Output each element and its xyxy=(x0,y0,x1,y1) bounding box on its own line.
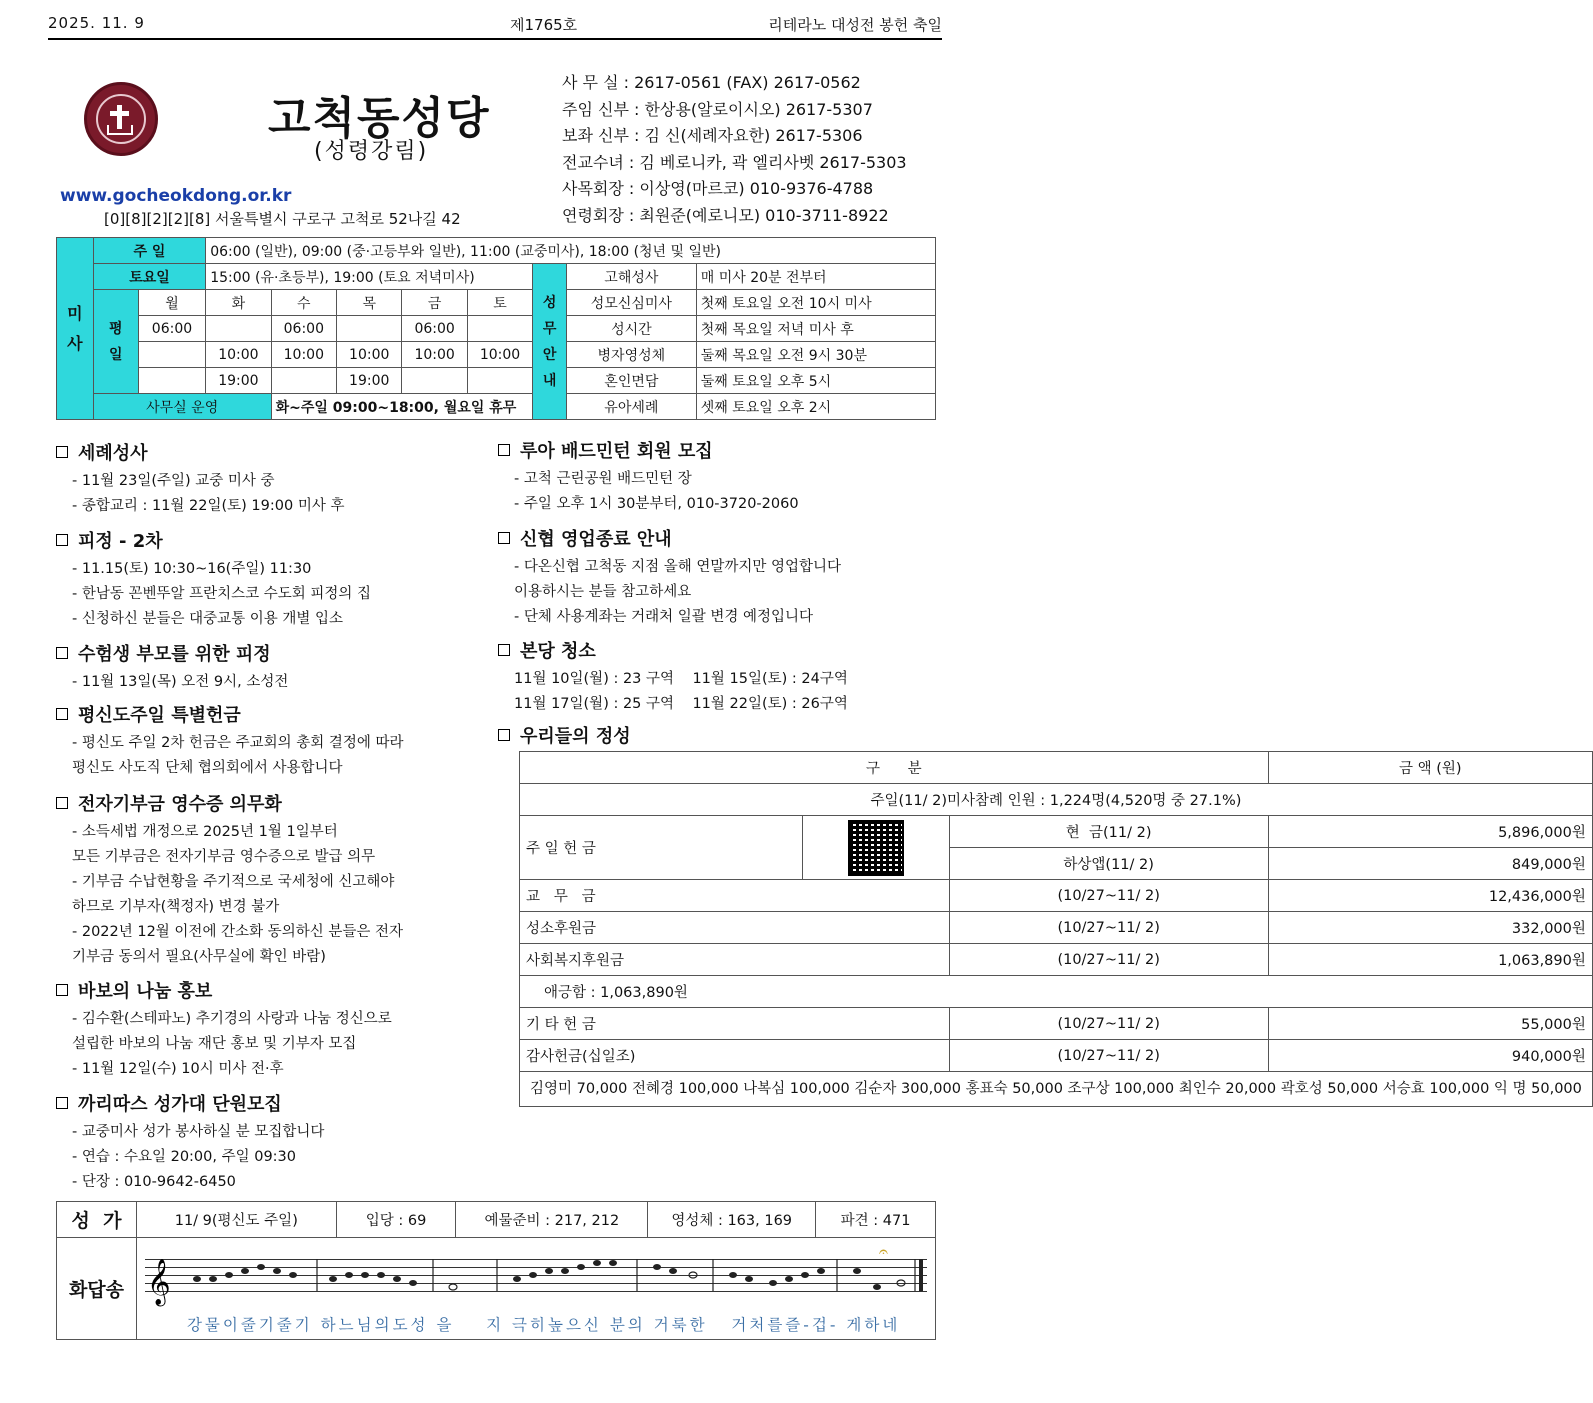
fin-row-period: (10/27~11/ 2) xyxy=(949,1040,1268,1072)
notice-line: 평신도 사도직 단체 협의회에서 사용합니다 xyxy=(72,760,343,776)
notice-line: - 기부금 수납현황을 주기적으로 국세청에 신고해야 xyxy=(72,874,395,890)
weekday-cell: 06:00 xyxy=(271,316,336,342)
day-mon: 월 xyxy=(138,290,205,316)
notice-line: - 2022년 12월 이전에 간소화 동의하신 분들은 전자 xyxy=(72,924,403,940)
sacrament-name: 성시간 xyxy=(566,316,696,342)
weekday-cell xyxy=(206,316,271,342)
parish-seal-icon xyxy=(84,82,158,156)
notice-e-receipt xyxy=(56,790,403,970)
notice-title: 수험생 부모를 위한 피정 xyxy=(78,644,271,665)
notice-title: 루아 배드민턴 회원 모집 xyxy=(520,441,713,462)
church-subtitle: (성령강림) xyxy=(314,139,429,164)
notice-line: - 단체 사용계좌는 거래처 일괄 변경 예정입니다 xyxy=(514,609,814,625)
notice-line: - 11월 12일(수) 10시 미사 전·후 xyxy=(72,1061,284,1077)
weekday-cell xyxy=(271,368,336,394)
notice-title: 전자기부금 영수증 의무화 xyxy=(78,794,282,815)
sacrament-time: 첫째 목요일 저녁 미사 후 xyxy=(696,316,935,342)
mass-schedule-table xyxy=(56,237,936,420)
finance-heading xyxy=(498,722,631,752)
notice-line: - 평신도 주일 2차 헌금은 주교회의 총회 결정에 따라 xyxy=(72,735,404,751)
fin-row-amount: 55,000원 xyxy=(1268,1008,1592,1040)
sacrament-time: 첫째 토요일 오전 10시 미사 xyxy=(696,290,935,316)
offering-table xyxy=(519,751,1593,1107)
svg-text:𝄐: 𝄐 xyxy=(878,1241,888,1261)
fin-row-amount: 1,063,890원 xyxy=(1268,944,1592,976)
fin-row-amount: 12,436,000원 xyxy=(1268,880,1592,912)
notice-title: 피정 - 2차 xyxy=(78,531,163,552)
fin-row-name: 사회복지후원금 xyxy=(520,944,950,976)
weekday-cell xyxy=(402,368,467,394)
sacrament-name: 유아세례 xyxy=(566,394,696,420)
fin-row-period: (10/27~11/ 2) xyxy=(949,912,1268,944)
weekday-cell: 19:00 xyxy=(337,368,402,394)
notice-line: - 연습 : 수요일 20:00, 주일 09:30 xyxy=(72,1149,297,1165)
fin-row-name: 감사헌금(십일조) xyxy=(520,1040,950,1072)
fin-row-name: 성소후원금 xyxy=(520,912,950,944)
issue-number: 제1765호 xyxy=(510,16,578,34)
app-amount: 849,000원 xyxy=(1268,848,1592,880)
sacrament-name: 고해성사 xyxy=(566,264,696,290)
day-tue: 화 xyxy=(206,290,271,316)
header-divider xyxy=(48,38,942,40)
notice-line: - 주일 오후 1시 30분부터, 010-3720-2060 xyxy=(514,496,799,512)
weekday-cell: 19:00 xyxy=(206,368,271,394)
notice-line: 이용하시는 분들 참고하세요 xyxy=(514,584,692,600)
header-top xyxy=(48,14,942,38)
fin-row-period: (10/27~11/ 2) xyxy=(949,880,1268,912)
sacrament-time: 둘째 토요일 오후 5시 xyxy=(696,368,935,394)
svg-text:𝄞: 𝄞 xyxy=(146,1258,171,1305)
notice-laity-collection xyxy=(56,701,403,781)
notice-line: 하므로 기부자(책정자) 변경 불가 xyxy=(72,899,280,915)
qr-code-icon[interactable] xyxy=(803,816,950,880)
notice-line: 11월 10일(월) : 23 구역 11월 15일(토) : 24구역 xyxy=(514,671,848,687)
notice-line: - 11.15(토) 10:30~16(주일) 11:30 xyxy=(72,561,312,577)
sacrament-name: 성모신심미사 xyxy=(566,290,696,316)
finance-title: 우리들의 정성 xyxy=(520,726,631,747)
donor-list: 김영미 70,000 전혜경 100,000 나복심 100,000 김순자 300,000 홍표숙 50,000 조구상 100,000 최인수 20,000 곽호성 50,000 서승효 100,000 익 명 50,000 xyxy=(520,1072,1593,1107)
notice-title: 세례성사 xyxy=(78,443,148,464)
notice-line: 기부금 동의서 필요(사무실에 확인 바람) xyxy=(72,949,326,965)
fin-row-period: (10/27~11/ 2) xyxy=(949,944,1268,976)
sacrament-time: 셋째 토요일 오후 2시 xyxy=(696,394,935,420)
day-fri: 금 xyxy=(402,290,467,316)
notice-line: - 김수환(스테파노) 추기경의 사랑과 나눔 정신으로 xyxy=(72,1011,392,1027)
weekday-cell: 10:00 xyxy=(467,342,532,368)
weekday-cell: 06:00 xyxy=(138,316,205,342)
contact-list xyxy=(562,70,934,229)
office-hours: 화~주일 09:00~18:00, 월요일 휴무 xyxy=(271,394,566,420)
hymn-date: 11/ 9(평신도 주일) xyxy=(136,1202,336,1238)
notice-line: - 고척 근린공원 배드민턴 장 xyxy=(514,471,692,487)
notice-line: - 다온신협 고척동 지점 올해 연말까지만 영업합니다 xyxy=(514,559,842,575)
hymn-entrance: 입당 : 69 xyxy=(336,1202,456,1238)
sacrament-name: 병자영성체 xyxy=(566,342,696,368)
notice-line: - 신청하신 분들은 대중교통 이용 개별 입소 xyxy=(72,611,344,627)
day-sat: 토 xyxy=(467,290,532,316)
notice-title: 바보의 나눔 홍보 xyxy=(78,981,213,1002)
sacrament-side-label: 성 무 안 내 xyxy=(533,264,567,420)
weekday-cell xyxy=(138,368,205,394)
fin-row-amount: 332,000원 xyxy=(1268,912,1592,944)
weekday-cell: 10:00 xyxy=(402,342,467,368)
sacrament-name: 혼인면담 xyxy=(566,368,696,394)
hymn-offertory: 예물준비 : 217, 212 xyxy=(456,1202,648,1238)
sacrament-time: 둘째 목요일 오전 9시 30분 xyxy=(696,342,935,368)
weekday-cell: 06:00 xyxy=(402,316,467,342)
saturday-times: 15:00 (유·초등부), 19:00 (토요 저녁미사) xyxy=(206,264,533,290)
notice-title: 까리따스 성가대 단원모집 xyxy=(78,1094,282,1115)
hymn-table xyxy=(56,1201,936,1340)
notice-line: 11월 17일(월) : 25 구역 11월 22일(토) : 26구역 xyxy=(514,696,848,712)
weekday-cell: 10:00 xyxy=(337,342,402,368)
notice-title: 평신도주일 특별헌금 xyxy=(78,705,241,726)
weekday-cell xyxy=(138,342,205,368)
cash-amount: 5,896,000원 xyxy=(1268,816,1592,848)
notice-line: 설립한 바보의 나눔 재단 홍보 및 기부자 모집 xyxy=(72,1036,357,1052)
address: [0][8][2][2][8] 서울특별시 구로구 고척로 52나길 42 xyxy=(104,210,461,228)
notice-choir xyxy=(56,1090,324,1195)
notice-title: 신협 영업종료 안내 xyxy=(520,529,672,550)
notice-line: - 소득세법 개정으로 2025년 1월 1일부터 xyxy=(72,824,338,840)
notice-retreat xyxy=(56,527,371,632)
website-link[interactable]: www.gocheokdong.or.kr xyxy=(60,186,292,206)
office-hours-label: 사무실 운영 xyxy=(93,394,271,420)
day-wed: 수 xyxy=(271,290,336,316)
notice-baptism xyxy=(56,439,344,519)
notice-title: 본당 청소 xyxy=(520,641,596,662)
charity-box: 애긍함 : 1,063,890원 xyxy=(520,976,1593,1008)
weekday-cell xyxy=(337,316,402,342)
sunday-offering-label: 주 일 헌 금 xyxy=(520,816,803,880)
weekday-cell: 10:00 xyxy=(271,342,336,368)
notice-line: 모든 기부금은 전자기부금 영수증으로 발급 의무 xyxy=(72,849,376,865)
col-amount: 금 액 (원) xyxy=(1268,752,1592,784)
weekday-cell xyxy=(467,316,532,342)
notice-badminton xyxy=(498,437,799,517)
bulletin-date: 2025. 11. 9 xyxy=(48,14,145,32)
church-name: 고척동성당 xyxy=(268,93,491,144)
notice-babo-sharing xyxy=(56,977,392,1082)
sunday-times: 06:00 (일반), 09:00 (중·고등부와 일반), 11:00 (교중미사), 18:00 (청년 및 일반) xyxy=(206,238,936,264)
fin-row-amount: 940,000원 xyxy=(1268,1040,1592,1072)
contact-office: 사 무 실 : 2617-0561 (FAX) 2617-0562 xyxy=(562,73,861,92)
feast-title: 리테라노 대성전 봉헌 축일 xyxy=(768,16,942,34)
hymn-recessional: 파견 : 471 xyxy=(816,1202,936,1238)
notice-exam-retreat xyxy=(56,640,288,695)
day-thu: 목 xyxy=(337,290,402,316)
contact-funeral-president: 연령회장 : 최원준(예로니모) 010-3711-8922 xyxy=(562,205,889,225)
sunday-label: 주 일 xyxy=(93,238,205,264)
hymn-communion: 영성체 : 163, 169 xyxy=(648,1202,816,1238)
psalm-lyrics: 강물이줄기줄기 하느님의도성 을 지 극히높으신 분의 거룩한 거처를즐-겁- 게하네 xyxy=(186,1315,901,1334)
notice-line: - 한남동 꼰벤뚜알 프란치스코 수도회 피정의 집 xyxy=(72,586,372,602)
fin-row-name: 기 타 헌 금 xyxy=(520,1008,950,1040)
notice-line: - 11월 23일(주일) 교중 미사 중 xyxy=(72,473,275,489)
notice-line: - 11월 13일(목) 오전 9시, 소성전 xyxy=(72,674,289,690)
fin-row-name: 교 무 금 xyxy=(520,880,950,912)
contact-assistant-priest: 보좌 신부 : 김 신(세례자요한) 2617-5306 xyxy=(562,126,863,145)
saturday-label: 토요일 xyxy=(93,264,205,290)
attendance: 주일(11/ 2)미사참례 인원 : 1,224명(4,520명 중 27.1%) xyxy=(520,784,1593,816)
notice-cleaning xyxy=(498,637,848,717)
fin-row-period: (10/27~11/ 2) xyxy=(949,1008,1268,1040)
weekday-cell xyxy=(467,368,532,394)
notice-credit-union xyxy=(498,525,841,630)
notice-line: - 교중미사 성가 봉사하실 분 모집합니다 xyxy=(72,1124,325,1140)
mass-side-label: 미 사 xyxy=(57,238,94,420)
app-label: 하상앱(11/ 2) xyxy=(949,848,1268,880)
col-category: 구 분 xyxy=(520,752,1269,784)
contact-pastor: 주임 신부 : 한상용(알로이시오) 2617-5307 xyxy=(562,99,873,119)
contact-council-president: 사목회장 : 이상영(마르코) 010-9376-4788 xyxy=(562,179,874,198)
psalm-label: 화답송 xyxy=(57,1238,137,1340)
hymn-label: 성 가 xyxy=(57,1202,137,1238)
sacrament-time: 매 미사 20분 전부터 xyxy=(696,264,935,290)
weekday-cell: 10:00 xyxy=(206,342,271,368)
contact-sisters: 전교수녀 : 김 베로니카, 곽 엘리사벳 2617-5303 xyxy=(562,152,907,172)
notice-line: - 종합교리 : 11월 22일(토) 19:00 미사 후 xyxy=(72,498,345,514)
weekday-label: 평 일 xyxy=(93,290,138,394)
cash-label: 현 금(11/ 2) xyxy=(949,816,1268,848)
music-staff xyxy=(137,1239,935,1339)
notice-line: - 단장 : 010-9642-6450 xyxy=(72,1174,236,1190)
